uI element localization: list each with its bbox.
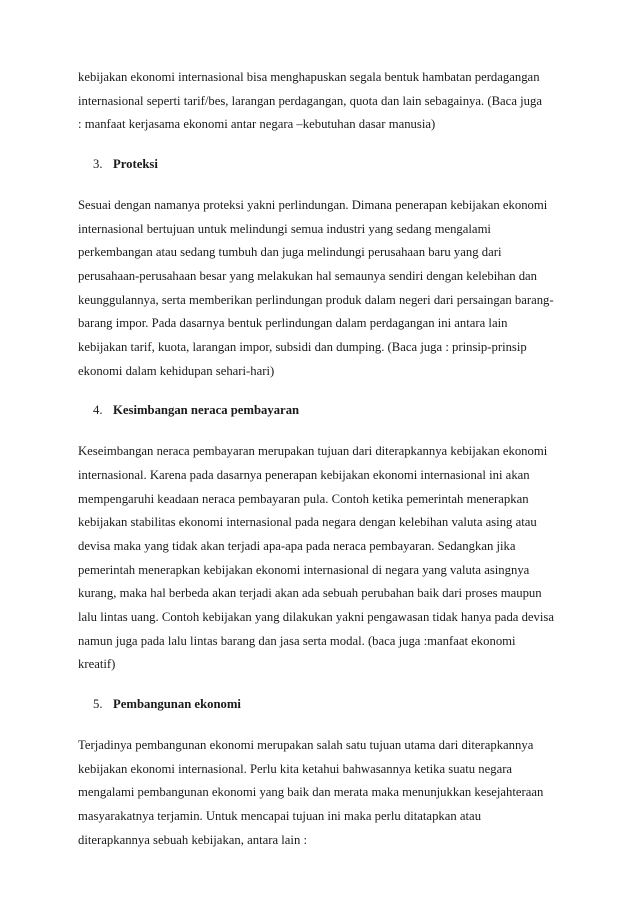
- section-heading-proteksi: [78, 153, 578, 177]
- text-line: Terjadinya pembangunan ekonomi merupakan salah satu tujuan utama dari diterapkannya: [78, 737, 534, 752]
- text-line: lalu lintas uang. Contoh kebijakan yang dilakukan yakni pengawasan tidak hanya pada devisa: [78, 610, 554, 625]
- section-title: Kesimbangan neraca pembayaran: [113, 403, 300, 418]
- text-line: mengalami pembangunan ekonomi yang baik dan merata maka menunjukkan kesejahteraan: [78, 785, 544, 800]
- text-line: perkembangan atau sedang tumbuh dan juga melindungi perusahaan baru yang dari: [78, 245, 502, 260]
- text-line: kreatif): [78, 657, 116, 672]
- section-paragraph-pembangunan: [78, 734, 578, 853]
- intro-paragraph: [78, 66, 578, 137]
- text-line: internasional seperti tarif/bes, larangan perdagangan, quota dan lain sebagainya. (Baca juga: [78, 93, 542, 108]
- document-page: [78, 66, 578, 852]
- text-line: mempengaruhi keadaan neraca pembayaran pula. Contoh ketika pemerintah menerapkan: [78, 491, 529, 506]
- text-line: devisa maka yang tidak akan terjadi apa-apa pada neraca pembayaran. Sedangkan jika: [78, 538, 516, 553]
- section-heading-pembangunan: [78, 693, 578, 717]
- text-line: barang impor. Pada dasarnya bentuk perlindungan dalam perdagangan ini antara lain: [78, 316, 508, 331]
- section-title: Proteksi: [113, 157, 158, 172]
- section-number: 3.: [93, 157, 103, 172]
- text-line: kebijakan ekonomi internasional. Perlu kita ketahui bahwasannya ketika suatu negara: [78, 761, 513, 776]
- text-line: ekonomi dalam kehidupan sehari-hari): [78, 363, 275, 378]
- text-line: diterapkannya sebuah kebijakan, antara lain :: [78, 832, 307, 847]
- text-line: namun juga pada lalu lintas barang dan jasa serta modal. (baca juga :manfaat ekonomi: [78, 633, 516, 648]
- section-paragraph-proteksi: [78, 194, 578, 384]
- text-line: perusahaan-perusahaan besar yang melakukan hal semaunya sendiri dengan kelebihan dan: [78, 268, 538, 283]
- text-line: kebijakan stabilitas ekonomi internasional pada negara dengan kelebihan valuta asing atau: [78, 515, 537, 530]
- section-number: 4.: [93, 403, 103, 418]
- text-line: kebijakan ekonomi internasional bisa menghapuskan segala bentuk hambatan perdagangan: [78, 70, 540, 84]
- text-line: Keseimbangan neraca pembayaran merupakan tujuan dari diterapkannya kebijakan ekonomi: [78, 444, 548, 459]
- text-line: internasional. Karena pada dasarnya penerapan kebijakan ekonomi internasional ini akan: [78, 467, 530, 482]
- section-paragraph-neraca: [78, 440, 578, 677]
- section-heading-neraca: [78, 399, 578, 423]
- text-line: kebijakan tarif, kuota, larangan impor, subsidi dan dumping. (Baca juga : prinsip-prinsip: [78, 340, 527, 355]
- text-line: kurang, maka hal berbeda akan terjadi akan ada sebuah perubahan baik dari proses maupun: [78, 586, 542, 601]
- text-line: masyarakatnya terjamin. Untuk mencapai tujuan ini maka perlu ditatapkan atau: [78, 808, 482, 823]
- text-line: keunggulannya, serta memberikan perlindungan produk dalam negeri dari persaingan barang-: [78, 292, 554, 307]
- text-line: pemerintah menerapkan kebijakan ekonomi internasional di negara yang valuta asingnya: [78, 562, 530, 577]
- text-line: internasional bertujuan untuk melindungi semua industri yang sedang mengalami: [78, 221, 491, 236]
- section-number: 5.: [93, 697, 103, 712]
- text-line: Sesuai dengan namanya proteksi yakni perlindungan. Dimana penerapan kebijakan ekonomi: [78, 197, 548, 212]
- section-title: Pembangunan ekonomi: [113, 697, 241, 712]
- text-line: : manfaat kerjasama ekonomi antar negara –kebutuhan dasar manusia): [78, 117, 436, 132]
